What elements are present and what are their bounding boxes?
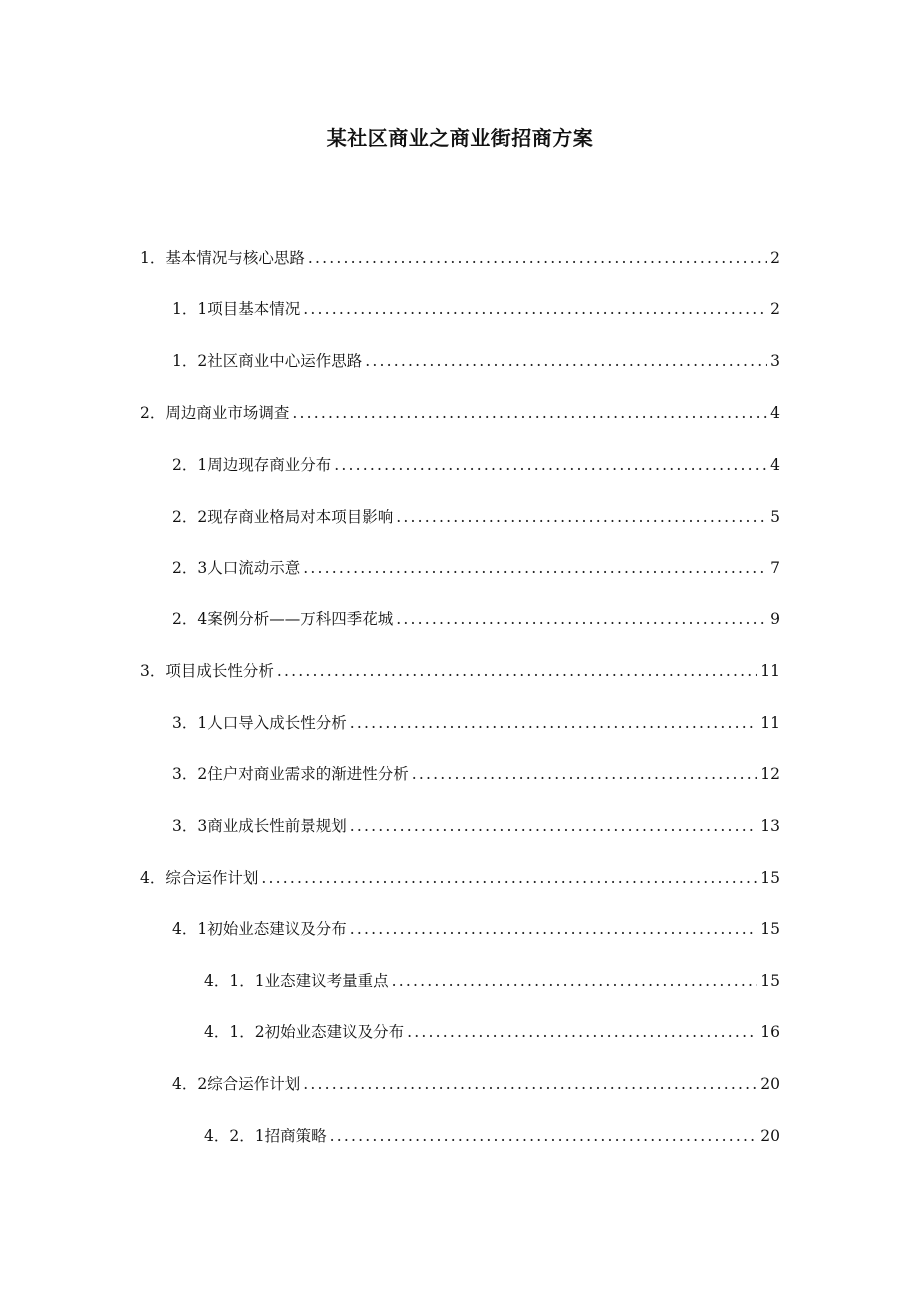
toc-dot-leader	[407, 1020, 757, 1044]
toc-entry[interactable]	[172, 711, 780, 735]
toc-dot-leader	[365, 349, 767, 373]
toc-entry-page: 11	[760, 714, 780, 732]
toc-entry-page: 13	[760, 817, 780, 835]
toc-entry-page: 15	[760, 869, 780, 887]
toc-entry-label: 1．1项目基本情况	[172, 300, 301, 318]
toc-dot-leader	[412, 762, 758, 786]
toc-entry[interactable]	[172, 505, 780, 529]
toc-dot-leader	[303, 297, 767, 321]
toc-dot-leader	[303, 1072, 757, 1096]
toc-dot-leader	[350, 711, 758, 735]
toc-entry-label: 4．1．1业态建议考量重点	[204, 972, 389, 990]
toc-entry[interactable]	[172, 297, 780, 321]
toc-dot-leader	[350, 814, 758, 838]
toc-entry-label: 4．1初始业态建议及分布	[172, 920, 347, 938]
toc-entry[interactable]	[172, 349, 780, 373]
toc-entry-page: 11	[760, 662, 780, 680]
toc-entry[interactable]	[172, 917, 780, 941]
toc-entry-page: 2	[770, 300, 780, 318]
toc-entry-label: 4．2．1招商策略	[204, 1127, 327, 1145]
toc-entry-page: 5	[770, 508, 780, 526]
toc-entry[interactable]	[172, 1072, 780, 1096]
toc-entry[interactable]	[172, 607, 780, 631]
toc-entry-page: 20	[760, 1075, 780, 1093]
toc-dot-leader	[396, 607, 767, 631]
toc-entry-page: 12	[760, 765, 780, 783]
toc-dot-leader	[350, 917, 758, 941]
toc-entry[interactable]	[140, 401, 780, 425]
toc-entry-label: 3．项目成长性分析	[140, 662, 274, 680]
toc-entry[interactable]	[204, 1124, 780, 1148]
document-title: 某社区商业之商业街招商方案	[326, 126, 594, 150]
toc-entry-page: 15	[760, 920, 780, 938]
toc-dot-leader	[292, 401, 767, 425]
toc-entry[interactable]	[140, 866, 780, 890]
toc-entry-page: 7	[770, 559, 780, 577]
toc-entry[interactable]	[172, 762, 780, 786]
toc-entry-page: 4	[770, 404, 780, 422]
toc-dot-leader	[261, 866, 757, 890]
toc-entry[interactable]	[140, 246, 780, 270]
toc-entry[interactable]	[140, 659, 780, 683]
toc-entry-label: 4．综合运作计划	[140, 869, 259, 887]
toc-entry-label: 2．2现存商业格局对本项目影响	[172, 508, 394, 526]
toc-entry-label: 1．基本情况与核心思路	[140, 249, 305, 267]
toc-dot-leader	[308, 246, 767, 270]
toc-entry-label: 1．2社区商业中心运作思路	[172, 352, 363, 370]
toc-dot-leader	[396, 505, 767, 529]
toc-entry-page: 15	[760, 972, 780, 990]
toc-entry-label: 2．3人口流动示意	[172, 559, 301, 577]
toc-entry-page: 4	[770, 456, 780, 474]
toc-entry-label: 3．1人口导入成长性分析	[172, 714, 347, 732]
toc-entry-page: 2	[770, 249, 780, 267]
toc-dot-leader	[303, 556, 767, 580]
toc-entry-label: 2．周边商业市场调查	[140, 404, 290, 422]
toc-entry[interactable]	[204, 1020, 780, 1044]
toc-entry-label: 2．4案例分析——万科四季花城	[172, 610, 394, 628]
toc-dot-leader	[277, 659, 757, 683]
toc-dot-leader	[392, 969, 758, 993]
toc-entry-page: 9	[770, 610, 780, 628]
toc-entry[interactable]	[172, 453, 780, 477]
toc-entry[interactable]	[172, 556, 780, 580]
toc-entry-page: 20	[760, 1127, 780, 1145]
toc-dot-leader	[334, 453, 767, 477]
toc-entry-page: 16	[760, 1023, 780, 1041]
toc-dot-leader	[330, 1124, 758, 1148]
toc-entry-label: 4．2综合运作计划	[172, 1075, 301, 1093]
toc-entry-page: 3	[770, 352, 780, 370]
toc-entry-label: 2．1周边现存商业分布	[172, 456, 332, 474]
toc-entry-label: 3．3商业成长性前景规划	[172, 817, 347, 835]
toc-entry-label: 4．1．2初始业态建议及分布	[204, 1023, 405, 1041]
toc-entry-label: 3．2住户对商业需求的渐进性分析	[172, 765, 409, 783]
toc-entry[interactable]	[172, 814, 780, 838]
toc-entry[interactable]	[204, 969, 780, 993]
